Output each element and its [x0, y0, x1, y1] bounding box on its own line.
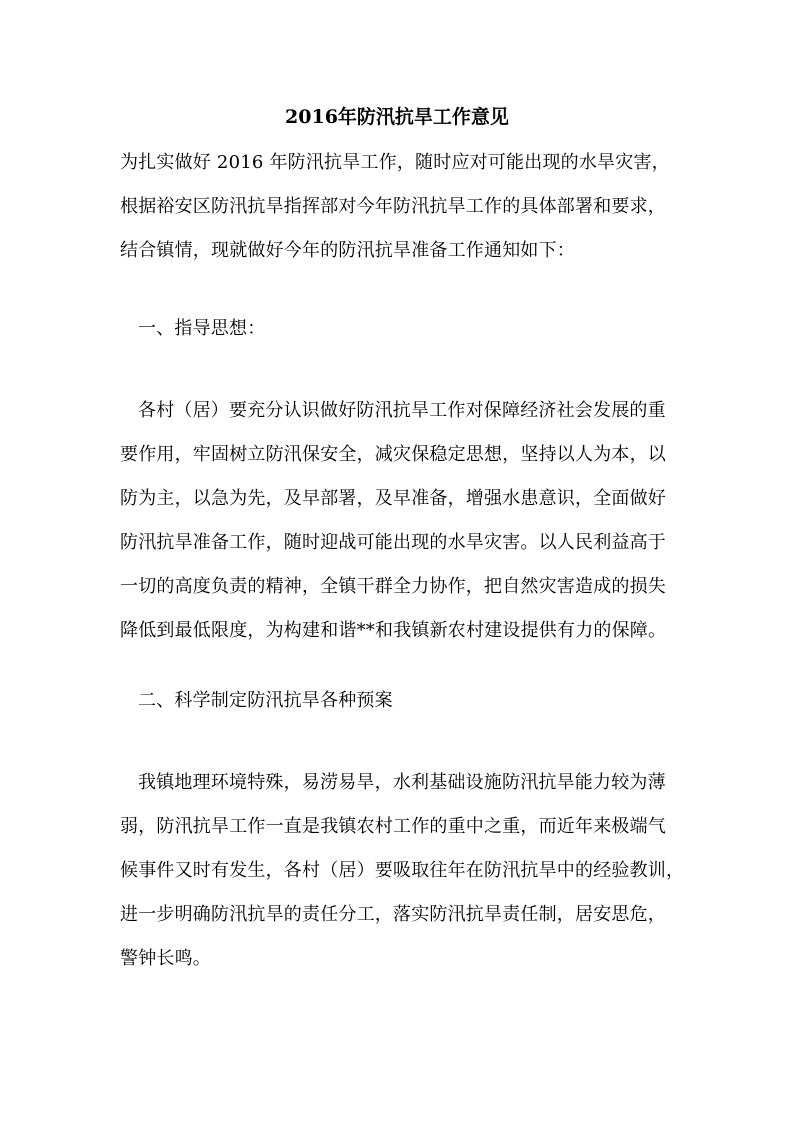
section1-line-4: 防汛抗旱准备工作，随时迎战可能出现的水旱灾害。以人民利益高于: [120, 532, 666, 553]
section2-line-4: 进一步明确防汛抗旱的责任分工，落实防汛抗旱责任制，居安思危，: [120, 904, 666, 925]
section1-line-1: 各村（居）要充分认识做好防汛抗旱工作对保障经济社会发展的重: [138, 400, 666, 421]
section2-line-1: 我镇地理环境特殊，易涝易旱，水利基础设施防汛抗旱能力较为薄: [138, 772, 666, 793]
section2-line-2: 弱，防汛抗旱工作一直是我镇农村工作的重中之重，而近年来极端气: [120, 816, 666, 837]
intro-line-1: 为扎实做好 2016 年防汛抗旱工作，随时应对可能出现的水旱灾害，: [120, 152, 670, 173]
document-title: 2016年防汛抗旱工作意见: [285, 106, 509, 128]
section2-line-5: 警钟长鸣。: [120, 948, 211, 969]
section1-line-6: 降低到最低限度，为构建和谐**和我镇新农村建设提供有力的保障。: [120, 620, 667, 641]
section1-line-2: 要作用，牢固树立防汛保安全，减灾保稳定思想，坚持以人为本，以: [120, 444, 666, 465]
section1-line-3: 防为主，以急为先，及早部署，及早准备，增强水患意识，全面做好: [120, 488, 666, 509]
section2-line-3: 候事件又时有发生，各村（居）要吸取往年在防汛抗旱中的经验教训，: [120, 860, 685, 881]
intro-line-3: 结合镇情，现就做好今年的防汛抗旱准备工作通知如下：: [120, 240, 575, 261]
section1-heading: 一、指导思想：: [138, 318, 266, 339]
section1-line-5: 一切的高度负责的精神，全镇干群全力协作，把自然灾害造成的损失: [120, 576, 666, 597]
section2-heading: 二、科学制定防汛抗旱各种预案: [138, 690, 393, 711]
intro-line-2: 根据裕安区防汛抗旱指挥部对今年防汛抗旱工作的具体部署和要求，: [120, 196, 666, 217]
